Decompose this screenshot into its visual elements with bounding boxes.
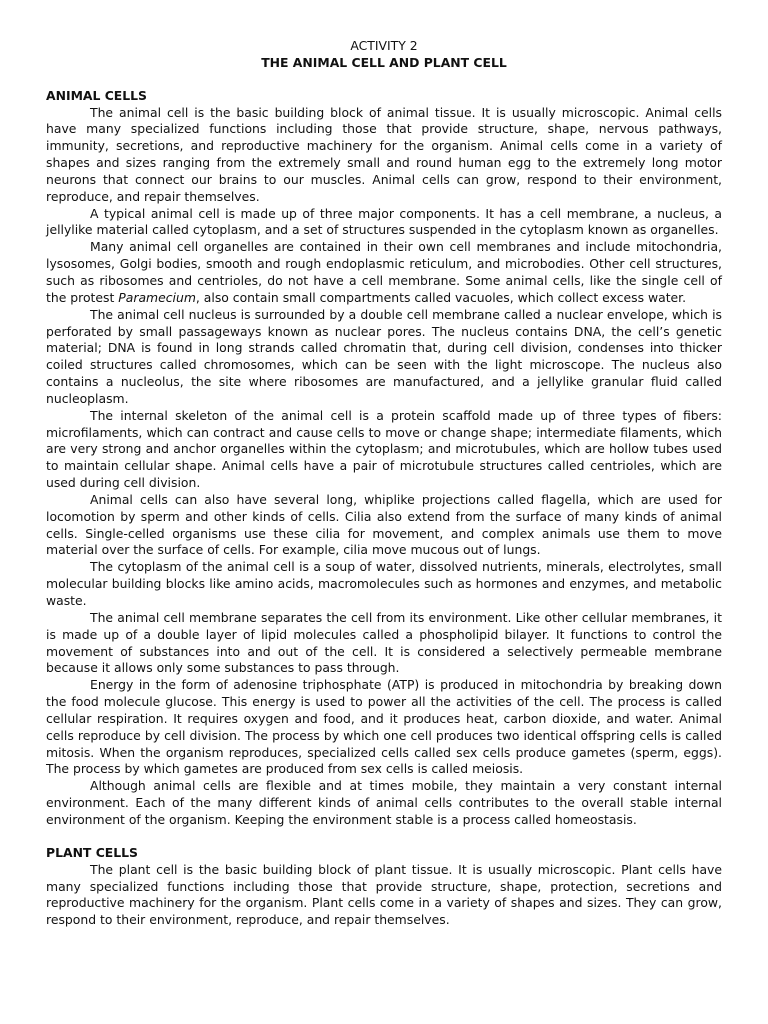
animal-paragraph-10: Although animal cells are flexible and at times mobile, they maintain a very constant internal environment. Each of the many different kinds of animal cells contributes to the overall stable internal environment of the organism. Keeping the environment stable is a process called homeostasis.	[46, 778, 722, 827]
animal-paragraph-6: Animal cells can also have several long, whiplike projections called flagella, which are used for locomotion by sperm and other kinds of cells. Cilia also extend from the surface of many kinds of animal cells. Single-celled organisms use these cilia for movement, and complex animals use them to move material over the surface of cells. For example, cilia move mucous out of lungs.	[46, 491, 722, 558]
animal-paragraph-2: A typical animal cell is made up of three major components. It has a cell membrane, a nucleus, a jellylike material called cytoplasm, and a set of structures suspended in the cytoplasm known as organelles.	[46, 205, 722, 238]
animal-paragraph-4: The animal cell nucleus is surrounded by a double cell membrane called a nuclear envelope, which is perforated by small passageways known as nuclear pores. The nucleus contains DNA, the cell’s genetic material; DNA is found in long strands called chromatin that, during cell division, condenses into thicker coiled structures called chromosomes, which can be seen with the light microscope. The nucleus also contains a nucleolus, the site where ribosomes are manufactured, and a jellylike granular fluid called nucleoplasm.	[46, 306, 722, 406]
animal-paragraph-8: The animal cell membrane separates the cell from its environment. Like other cellular membranes, it is made up of a double layer of lipid molecules called a phospholipid bilayer. It functions to control the movement of substances into and out of the cell. It is considered a selectively permeable membrane because it allows only some substances to pass through.	[46, 609, 722, 676]
document-title: THE ANIMAL CELL AND PLANT CELL	[261, 54, 507, 70]
paramecium-term: Paramecium	[118, 289, 196, 305]
animal-paragraph-5: The internal skeleton of the animal cell is a protein scaffold made up of three types of fibers: microfilaments, which can contract and cause cells to move or change shape; intermediate filaments, which are very strong and anchor organelles within the cytoplasm; and microtubules, which are hollow tubes used to maintain cellular shape. Animal cells have a pair of microtubule structures called centrioles, which are used during cell division.	[46, 407, 722, 491]
animal-paragraph-3	[46, 239, 722, 306]
section-heading-animal-cells: ANIMAL CELLS	[46, 87, 147, 103]
activity-label: ACTIVITY 2	[350, 38, 418, 53]
plant-paragraph-1: The plant cell is the basic building block of plant tissue. It is usually microscopic. Plant cells have many specialized functions including those that provide structure, shape, protection, secretions and reproductive machinery for the organism. Plant cells come in a variety of shapes and sizes. They can grow, respond to their environment, reproduce, and repair themselves.	[46, 861, 722, 928]
section-spacer	[46, 829, 722, 845]
section-heading-plant-cells: PLANT CELLS	[46, 844, 138, 860]
animal-paragraph-9: Energy in the form of adenosine triphosphate (ATP) is produced in mitochondria by breaking down the food molecule glucose. This energy is used to power all the activities of the cell. The process is called cellular respiration. It requires oxygen and food, and it produces heat, carbon dioxide, and water. Animal cells reproduce by cell division. The process by which one cell produces two identical offspring cells is called mitosis. When the organism reproduces, specialized cells called sex cells produce gametes (sperm, eggs). The process by which gametes are produced from sex cells is called meiosis.	[46, 677, 722, 777]
animal-paragraph-1: The animal cell is the basic building block of animal tissue. It is usually microscopic. Animal cells have many specialized functions including those that provide structure, shape, nervous pathways, immunity, secretions, and reproductive machinery for the organism. Animal cells come in a variety of shapes and sizes ranging from the extremely small and round human egg to the extremely long motor neurons that connect our brains to our muscles. Animal cells can grow, respond to their environment, reproduce, and repair themselves.	[46, 104, 722, 204]
animal-paragraph-7: The cytoplasm of the animal cell is a soup of water, dissolved nutrients, minerals, electrolytes, small molecular building blocks like amino acids, macromolecules such as hormones and enzymes, and metabolic waste.	[46, 559, 722, 608]
animal-paragraph-3-text-a: Many animal cell organelles are contained in their own cell membranes and include mitochondria, lysosomes, Golgi bodies, smooth and rough endoplasmic reticulum, and microbodies. Other cell structures, such as ribosomes and centrioles, do not have a cell membrane. Some animal cells, like the single cell of the protest	[46, 239, 722, 305]
animal-paragraph-3-text-b: , also contain small compartments called vacuoles, which collect excess water.	[195, 289, 687, 305]
